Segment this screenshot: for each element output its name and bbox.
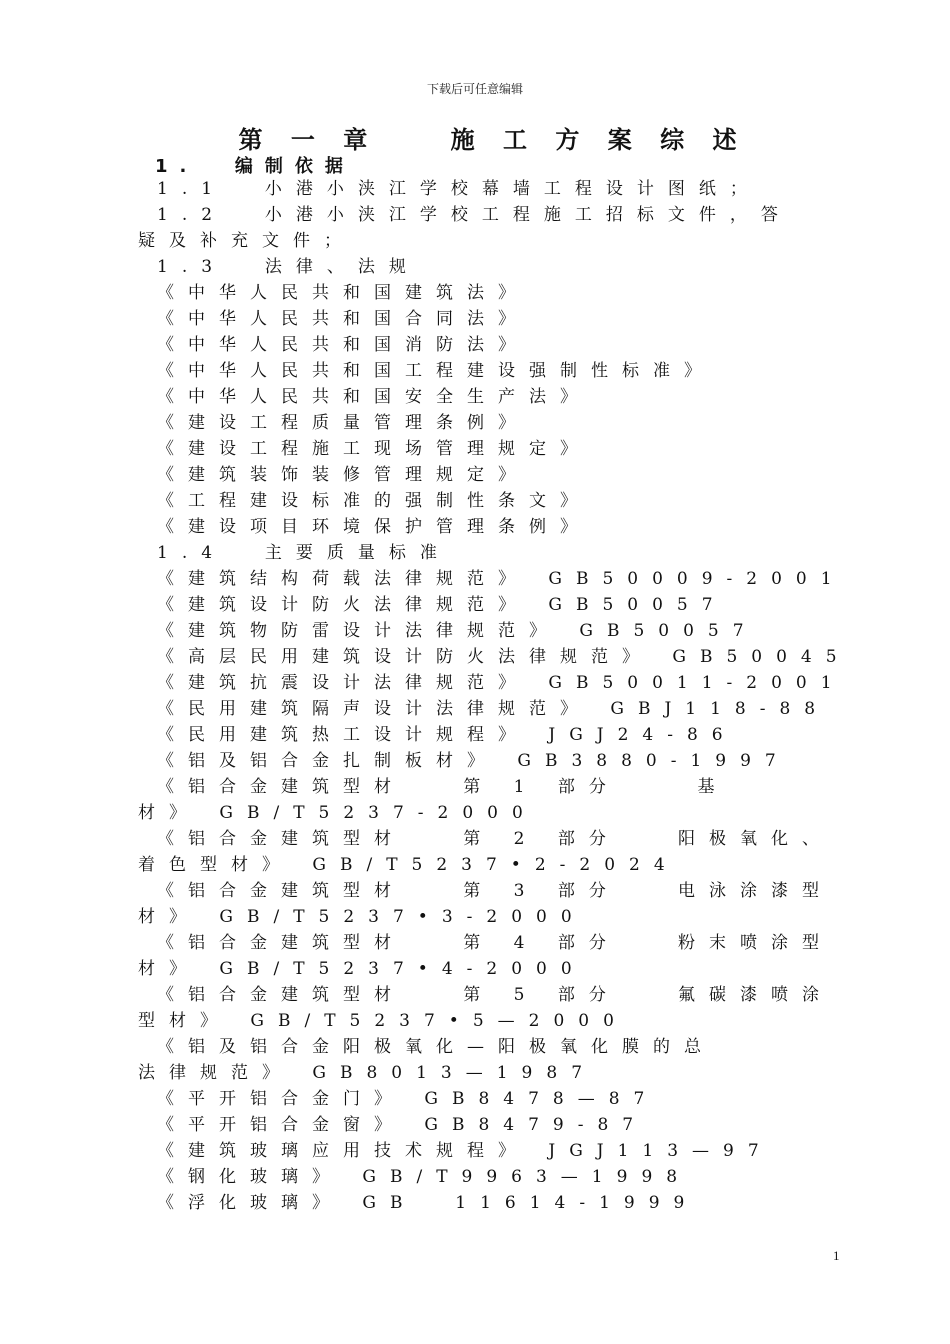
text-line: 《中华人民共和国工程建设强制性标准》	[157, 361, 715, 381]
text-line: 《建设项目环境保护管理条例》	[157, 517, 591, 537]
text-line: 《铝合金建筑型材 第 3 部分 电泳涂漆型	[157, 881, 834, 901]
text-line: 1.1 小港小浃江学校幕墙工程设计图纸；	[157, 179, 761, 199]
text-line: 《建筑装饰装修管理规定》	[157, 465, 529, 485]
page-number: 1	[833, 1248, 840, 1263]
text-line: 《工程建设标准的强制性条文》	[157, 491, 591, 511]
text-line: 《铝合金建筑型材 第 1 部分 基	[157, 777, 729, 797]
text-line: 1.3 法律、法规	[157, 257, 420, 277]
text-line: 《中华人民共和国建筑法》	[157, 283, 529, 303]
text-line: 《建设工程质量管理条例》	[157, 413, 529, 433]
text-line: 《钢化玻璃》 GB/T9963—1998	[157, 1167, 692, 1187]
text-line: 《建筑设计防火法律规范》 GB50057	[157, 595, 727, 615]
text-line: 型材》 GB/T5237•5—2000	[138, 1011, 628, 1031]
text-line: 材》 GB/T5237•3-2000	[138, 907, 586, 927]
text-line: 《铝及铝合金阳极氧化—阳极氧化膜的总	[157, 1037, 715, 1057]
text-line: 《中华人民共和国消防法》	[157, 335, 529, 355]
text-line: 1.4 主要质量标准	[157, 543, 451, 563]
text-line: 《中华人民共和国安全生产法》	[157, 387, 591, 407]
text-line: 1.2 小港小浃江学校工程施工招标文件，答	[157, 205, 792, 225]
text-line: 材》 GB/T5237-2000	[138, 803, 537, 823]
text-line: 《民用建筑隔声设计法律规范》 GBJ118-88	[157, 699, 830, 719]
chapter-title: 第 一 章 施 工 方 案 综 述	[238, 126, 747, 154]
section-title: 1. 编制依据	[155, 156, 355, 177]
text-line: 《民用建筑热工设计规程》 JGJ24-86	[157, 725, 737, 745]
text-line: 《铝合金建筑型材 第 4 部分 粉末喷涂型	[157, 933, 834, 953]
text-line: 法律规范》 GB8013—1987	[138, 1063, 597, 1083]
text-line: 疑及补充文件；	[138, 231, 355, 251]
text-line: 《铝合金建筑型材 第 2 部分 阳极氧化、	[157, 829, 834, 849]
text-line: 《建筑玻璃应用技术规程》 JGJ113—97	[157, 1141, 773, 1161]
text-line: 《建设工程施工现场管理规定》	[157, 439, 591, 459]
text-line: 《建筑结构荷载法律规范》 GB50009-2001	[157, 569, 846, 589]
text-line: 《铝合金建筑型材 第 5 部分 氟碳漆喷涂	[157, 985, 834, 1005]
text-line: 《平开铝合金窗》 GB8479-87	[157, 1115, 648, 1135]
text-line: 《高层民用建筑设计防火法律规范》 GB50045	[157, 647, 851, 667]
text-line: 材》 GB/T5237•4-2000	[138, 959, 586, 979]
text-line: 《浮化玻璃》 GB 11614-1999	[157, 1193, 699, 1213]
text-line: 《平开铝合金门》 GB8478—87	[157, 1089, 659, 1109]
text-line: 《铝及铝合金扎制板材》 GB3880-1997	[157, 751, 790, 771]
text-line: 《建筑物防雷设计法律规范》 GB50057	[157, 621, 758, 641]
text-line: 《建筑抗震设计法律规范》 GB50011-2001	[157, 673, 846, 693]
text-line: 着色型材》 GB/T5237•2-2024	[138, 855, 679, 875]
page-header-note: 下载后可任意编辑	[426, 82, 523, 96]
text-line: 《中华人民共和国合同法》	[157, 309, 529, 329]
